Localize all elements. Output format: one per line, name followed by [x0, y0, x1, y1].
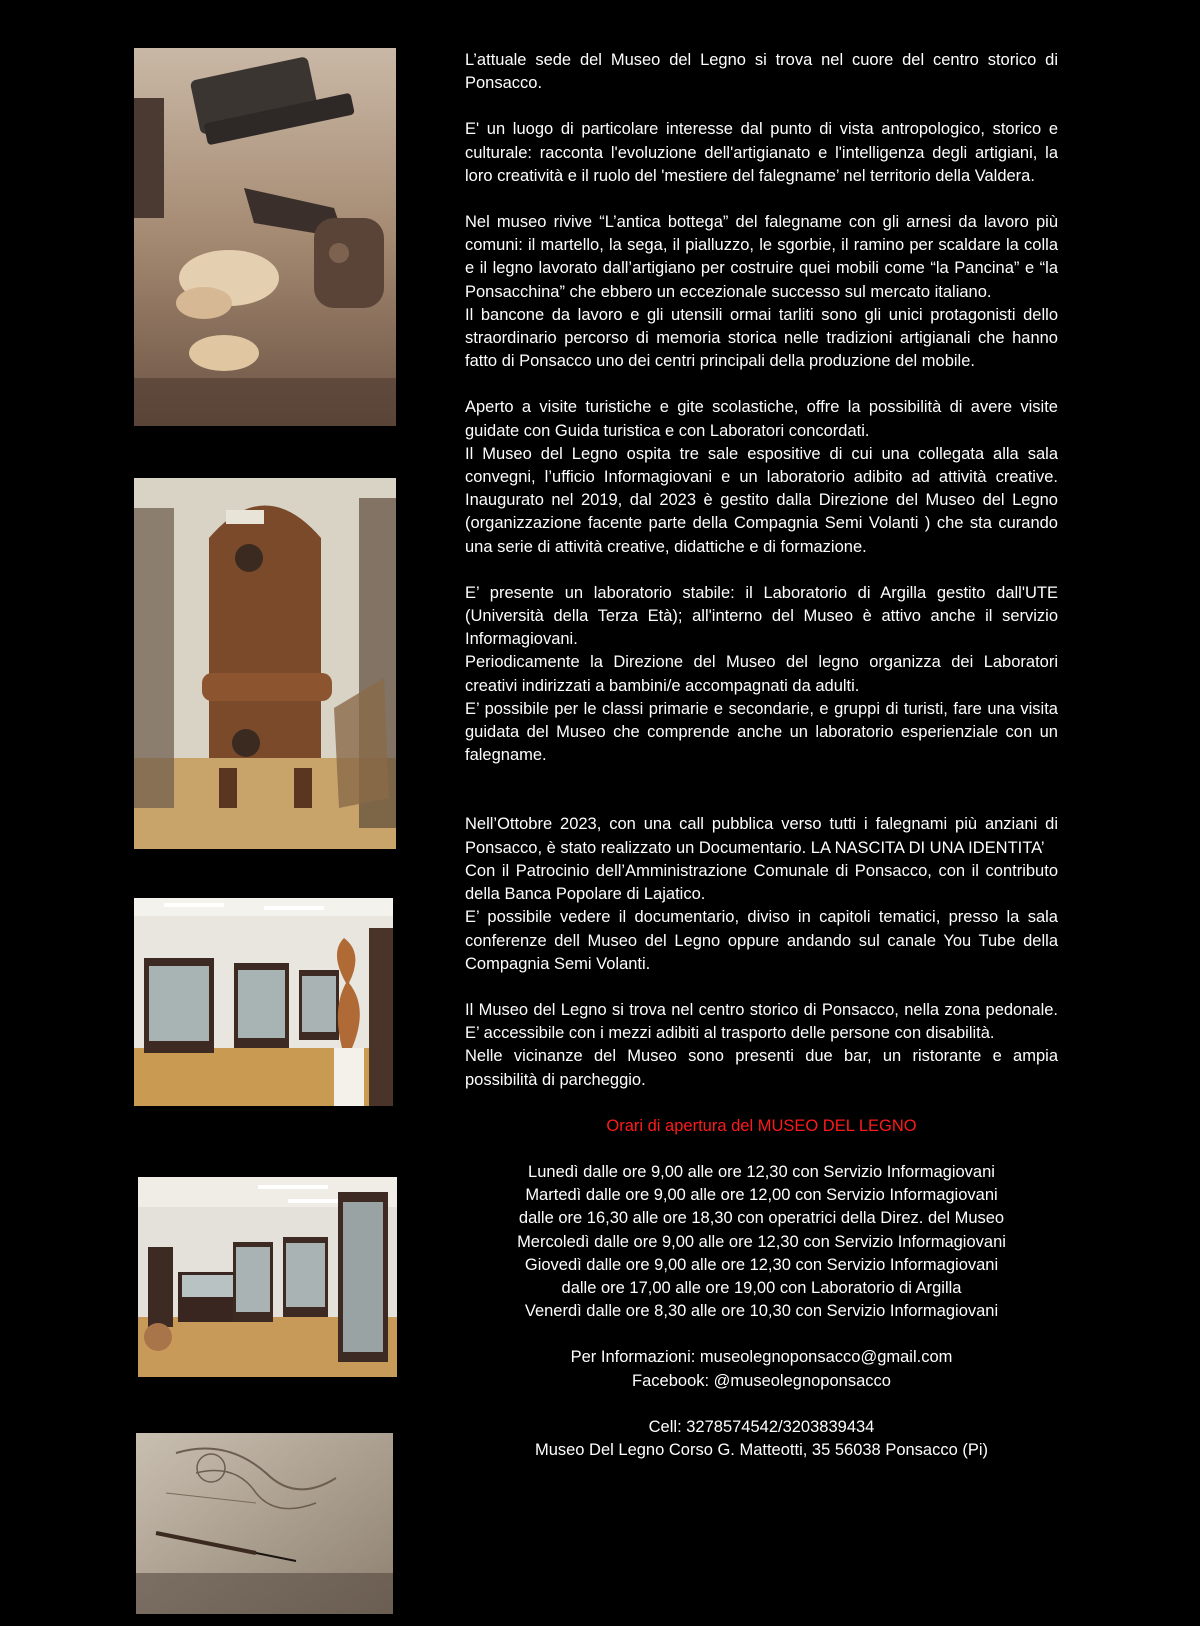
rooms-paragraph: Il Museo del Legno ospita tre sale espositive di cui una collegata alla sala convegni, l’ufficio Informagiovani e un laboratorio adibito ad attività creative. Inaugurato nel 2019, dal 2023 è gestito dalla Direzione del Museo del Legno (organizzazione facente parte della Compagnia Semi Volanti ) che sta curando una serie di attività creative, didattiche e di formazione. — [465, 444, 1058, 556]
photo-exhibition-room — [134, 898, 393, 1106]
hours-line: Mercoledì dalle ore 9,00 alle ore 12,30 con Servizio Informagiovani — [517, 1232, 1006, 1251]
documentary-paragraph: Nell’Ottobre 2023, con una call pubblica verso tutti i falegnami più anziani di Ponsacco, è stato realizzato un Documentario. LA NASCITA DI UNA IDENTITA’ — [465, 815, 1058, 857]
history-paragraph: E' un luogo di particolare interesse dal punto di vista antropologico, storico e culturale: racconta l'evoluzione dell'artigianato e l'intelligenza degli artigiani, la loro creatività e il ruolo del 'mestiere del falegname’ nel territorio della Valdera. — [465, 120, 1058, 185]
hours-line: Venerdì dalle ore 8,30 alle ore 10,30 con Servizio Informagiovani — [524, 1302, 999, 1321]
photo-band-saw — [134, 478, 396, 849]
nearby-paragraph: Nelle vicinanze del Museo sono presenti due bar, un ristorante e ampia possibilità di parcheggio. — [465, 1047, 1058, 1089]
hours-line: dalle ore 17,00 alle ore 19,00 con Laboratorio di Argilla — [561, 1278, 962, 1297]
creative-labs-paragraph: Periodicamente la Direzione del Museo del legno organizza dei Laboratori creativi indirizzati a bambini/e accompagnati da adulti. — [465, 653, 1058, 695]
hours-line: Martedì dalle ore 9,00 alle ore 12,00 con Servizio Informagiovani — [525, 1186, 998, 1205]
documentary-viewing-paragraph: E’ possibile vedere il documentario, diviso in capitoli tematici, presso la sala conferenze dell Museo del Legno oppure andando sul canale You Tube della Compagnia Semi Volanti. — [465, 908, 1058, 973]
patronage-paragraph: Con il Patrocinio dell’Amministrazione Comunale di Ponsacco, con il contributo della Banca Popolare di Lajatico. — [465, 861, 1058, 904]
workshop-paragraph: Nel museo rivive “L’antica bottega” del falegname con gli arnesi da lavoro più comuni: il martello, la sega, il pialluzzo, le sgorbie, il ramino per scaldare la colla e il legno lavorato dall’artigiano per costruire quei mobili come “la Pancina” e “la Ponsacchina” che ebbero un eccezionale successo sul mercato italiano. — [465, 213, 1058, 301]
photo-carpentry-tools — [134, 48, 396, 426]
contact-cell: Cell: 3278574542/3203839434 — [648, 1417, 875, 1436]
hours-line: Lunedì dalle ore 9,00 alle ore 12,30 con Servizio Informagiovani — [528, 1162, 995, 1181]
hours-title: Orari di apertura del MUSEO DEL LEGNO — [606, 1116, 917, 1135]
contact-facebook: Facebook: @museolegnoponsacco — [632, 1371, 891, 1390]
photo-display-cases-room — [138, 1177, 397, 1377]
photo-drawing-sketch — [136, 1433, 393, 1614]
intro-paragraph: L’attuale sede del Museo del Legno si trova nel cuore del centro storico di Ponsacco. — [465, 51, 1058, 93]
hours-list — [465, 1161, 1058, 1323]
hours-line: dalle ore 16,30 alle ore 18,30 con operatrici della Direz. del Museo — [518, 1209, 1005, 1228]
laboratory-paragraph: E’ presente un laboratorio stabile: il Laboratorio di Argilla gestito dall'UTE (Università della Terza Età); all'interno del Museo è attivo anche il servizio Informagiovani. — [465, 583, 1058, 649]
visits-paragraph: Aperto a visite turistiche e gite scolastiche, offre la possibilità di avere visite guidate con Guida turistica e con Laboratori concordati. — [465, 398, 1058, 440]
hours-line: Giovedì dalle ore 9,00 alle ore 12,30 con Servizio Informagiovani — [524, 1255, 999, 1274]
main-text-column — [465, 49, 1058, 1462]
location-paragraph: Il Museo del Legno si trova nel centro storico di Ponsacco, nella zona pedonale. E’ accessibile con i mezzi adibiti al trasporto delle persone con disabilità. — [465, 1000, 1058, 1043]
contact-address: Museo Del Legno Corso G. Matteotti, 35 56038 Ponsacco (Pi) — [534, 1440, 989, 1459]
guided-visit-paragraph: E’ possibile per le classi primarie e secondarie, e gruppi di turisti, fare una visita guidata del Museo che comprende anche un laboratorio esperienziale con un falegname. — [465, 699, 1058, 765]
workbench-paragraph: Il bancone da lavoro e gli utensili ormai tarliti sono gli unici protagonisti dello straordinario percorso di memoria storica nelle tradizioni artigianali che hanno fatto di Ponsacco uno dei centri principali della produzione del mobile. — [465, 305, 1058, 371]
contact-email: Per Informazioni: museolegnoponsacco@gmail.com — [570, 1348, 953, 1367]
